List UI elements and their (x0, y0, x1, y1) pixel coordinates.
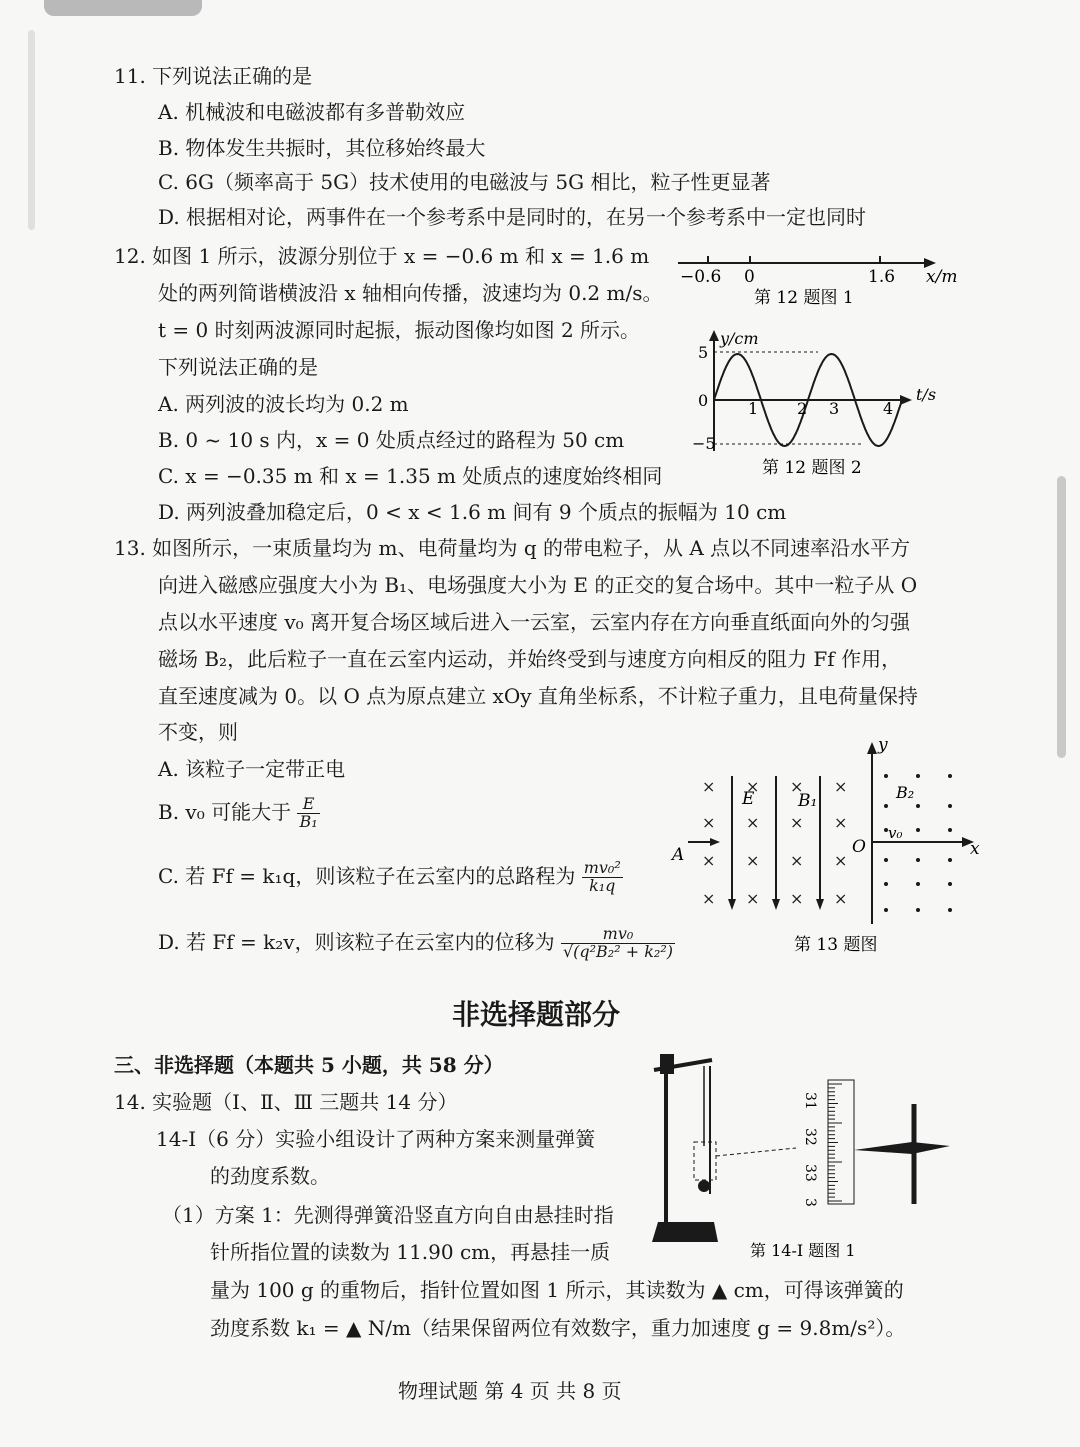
label-v0: v₀ (888, 824, 903, 842)
q12-figure-1 (670, 246, 970, 308)
q13-figure-caption: 第 13 题图 (794, 935, 878, 955)
q12-line-2: 处的两列简谐横波沿 x 轴相向传播，波速均为 0.2 m/s。 (158, 281, 663, 305)
field-x-mark: × (790, 889, 804, 908)
q12-option-a: A. 两列波的波长均为 0.2 m (158, 392, 409, 416)
left-edge-shadow (28, 30, 35, 230)
label-A: A (672, 845, 685, 865)
q11-option-a: A. 机械波和电磁波都有多普勒效应 (158, 100, 466, 124)
top-scroll-handle (44, 0, 202, 16)
field-dot (948, 804, 952, 808)
fig2-ylabel: y/cm (720, 329, 759, 348)
fig1-tick-16: 1.6 (868, 267, 896, 287)
fig1-tick-neg06: −0.6 (680, 267, 722, 287)
fig2-xtick-1: 1 (748, 399, 759, 418)
q13-line-2: 向进入磁感应强度大小为 B₁、电场强度大小为 E 的正交的复合场中。其中一粒子从 O (158, 573, 918, 597)
field-dot (916, 804, 920, 808)
field-x-mark: × (790, 813, 804, 832)
q11-option-b: B. 物体发生共振时，其位移始终最大 (158, 136, 486, 160)
field-x-mark: × (790, 851, 804, 870)
field-dot (948, 774, 952, 778)
label-x: x (970, 839, 980, 859)
q14i-line-1: 14-Ⅰ（6 分）实验小组设计了两种方案来测量弹簧 (156, 1127, 596, 1151)
field-dot (948, 882, 952, 886)
q13-line-1: 13. 如图所示，一束质量均为 m、电荷量均为 q 的带电粒子，从 A 点以不同速率沿水平方 (114, 536, 911, 560)
fig2-caption: 第 12 题图 2 (762, 458, 862, 478)
q13-line-3: 点以水平速度 v₀ 离开复合场区域后进入一云室，云室内存在方向垂直纸面向外的匀强 (158, 610, 911, 634)
q13-option-c-fraction: $\frac{\text{mv₀²}}{\text{k₁q}}$ (583, 858, 621, 895)
page-footer: 物理试题 第 4 页 共 8 页 (398, 1379, 622, 1403)
q13-option-b-fraction: $\frac{E}{\text{B₁}}$ (299, 794, 318, 831)
q14-figure-1 (640, 1046, 980, 1266)
label-y: y (878, 735, 888, 755)
q12-figure-2 (690, 326, 960, 484)
field-x-mark: × (702, 813, 716, 832)
scale-31: 31 (802, 1092, 818, 1110)
scrollbar[interactable] (1057, 476, 1066, 758)
field-x-mark: × (834, 851, 848, 870)
field-dot (916, 774, 920, 778)
q13-option-b: B. v₀ 可能大于 $\frac{E}{\text{B₁}}$ (158, 794, 318, 831)
field-dot (948, 858, 952, 862)
fig2-xtick-3: 3 (829, 399, 840, 418)
field-dot (916, 882, 920, 886)
q13-line-5: 直至速度减为 0。以 O 点为原点建立 xOy 直角坐标系，不计粒子重力，且电荷量保持 (158, 684, 918, 708)
fig2-ytick-0: 0 (698, 391, 709, 410)
field-dot (884, 882, 888, 886)
label-B1: B₁ (798, 791, 818, 811)
q13-figure (668, 734, 988, 960)
fig2-xlabel: t/s (916, 385, 937, 404)
section-three-heading: 三、非选择题（本题共 5 小题，共 58 分） (114, 1053, 504, 1077)
q14i-line-2: 的劲度系数。 (210, 1164, 330, 1188)
q13-option-a: A. 该粒子一定带正电 (158, 757, 346, 781)
q12-option-c: C. x = −0.35 m 和 x = 1.35 m 处质点的速度始终相同 (158, 464, 663, 488)
label-B2: B₂ (896, 783, 915, 802)
q13-option-d: D. 若 Ff = k₂v，则该粒子在云室内的位移为 $\frac{\text{mv₀}}{\text{√(q²B₂² + k₂²)}}$ (158, 924, 673, 961)
fig2-xtick-4: 4 (883, 399, 894, 418)
q12-line-4: 下列说法正确的是 (158, 355, 318, 379)
field-x-mark: × (790, 777, 804, 796)
label-O: O (852, 837, 866, 857)
field-x-mark: × (702, 777, 716, 796)
fig2-ytick-5: 5 (698, 343, 709, 362)
q12-line-3: t = 0 时刻两波源同时起振，振动图像均如图 2 所示。 (158, 318, 641, 342)
fig2-ytick-neg5: −5 (692, 434, 716, 453)
q13-option-d-fraction: $\frac{\text{mv₀}}{\text{√(q²B₂² + k₂²)}}$ (562, 924, 673, 961)
scale-33: 33 (802, 1164, 818, 1182)
q12-line-1: 12. 如图 1 所示，波源分别位于 x = −0.6 m 和 x = 1.6 m (114, 244, 650, 268)
q13-line-4: 磁场 B₂，此后粒子一直在云室内运动，并始终受到与速度方向相反的阻力 Ff 作用， (158, 647, 902, 671)
field-x-mark: × (746, 777, 760, 796)
q11-stem: 11. 下列说法正确的是 (114, 64, 313, 88)
field-x-mark: × (834, 889, 848, 908)
field-x-mark: × (702, 889, 716, 908)
label-E: E (742, 789, 755, 809)
field-x-mark: × (746, 851, 760, 870)
field-dot (948, 908, 952, 912)
q13-option-c: C. 若 Ff = k₁q，则该粒子在云室内的总路程为 $\frac{\text{mv₀²}}{\text{k₁q}}$ (158, 858, 621, 895)
field-dot (884, 908, 888, 912)
q14-figure-caption: 第 14-Ⅰ 题图 1 (750, 1241, 856, 1260)
field-x-mark: × (702, 851, 716, 870)
fig1-axis-label: x/m (926, 267, 958, 287)
q12-option-d: D. 两列波叠加稳定后，0 < x < 1.6 m 间有 9 个质点的振幅为 10 cm (158, 500, 787, 524)
field-dot (884, 804, 888, 808)
field-dot (884, 774, 888, 778)
field-dot (884, 858, 888, 862)
field-dot (916, 828, 920, 832)
q11-option-d: D. 根据相对论，两事件在一个参考系中是同时的，在另一个参考系中一定也同时 (158, 205, 867, 229)
fig1-caption: 第 12 题图 1 (754, 288, 854, 308)
q14i-part1-line-2: 针所指位置的读数为 11.90 cm，再悬挂一质 (210, 1240, 611, 1264)
q14i-part1-line-3: 量为 100 g 的重物后，指针位置如图 1 所示，其读数为 ▲ cm，可得该弹簧的 (210, 1278, 904, 1302)
field-dot (916, 908, 920, 912)
q11-option-c: C. 6G（频率高于 5G）技术使用的电磁波与 5G 相比，粒子性更显著 (158, 170, 771, 194)
field-x-mark: × (834, 813, 848, 832)
fig2-xtick-2: 2 (797, 399, 808, 418)
q14-heading: 14. 实验题（Ⅰ、Ⅱ、Ⅲ 三题共 14 分） (114, 1090, 458, 1114)
field-dot (948, 828, 952, 832)
q14i-part1-line-4: 劲度系数 k₁ = ▲ N/m（结果保留两位有效数字，重力加速度 g = 9.8m/s²）。 (210, 1316, 906, 1340)
q12-option-b: B. 0 ~ 10 s 内，x = 0 处质点经过的路程为 50 cm (158, 428, 625, 452)
scale-3: 3 (802, 1198, 818, 1207)
q13-line-6: 不变，则 (158, 720, 238, 744)
field-x-mark: × (834, 777, 848, 796)
scale-32: 32 (802, 1128, 818, 1146)
field-dot (916, 858, 920, 862)
fig1-tick-0: 0 (744, 267, 755, 287)
q14i-part1-line-1: （1）方案 1：先测得弹簧沿竖直方向自由悬挂时指 (162, 1203, 614, 1227)
field-x-mark: × (746, 889, 760, 908)
field-x-mark: × (746, 813, 760, 832)
nonchoice-title: 非选择题部分 (452, 998, 621, 1031)
